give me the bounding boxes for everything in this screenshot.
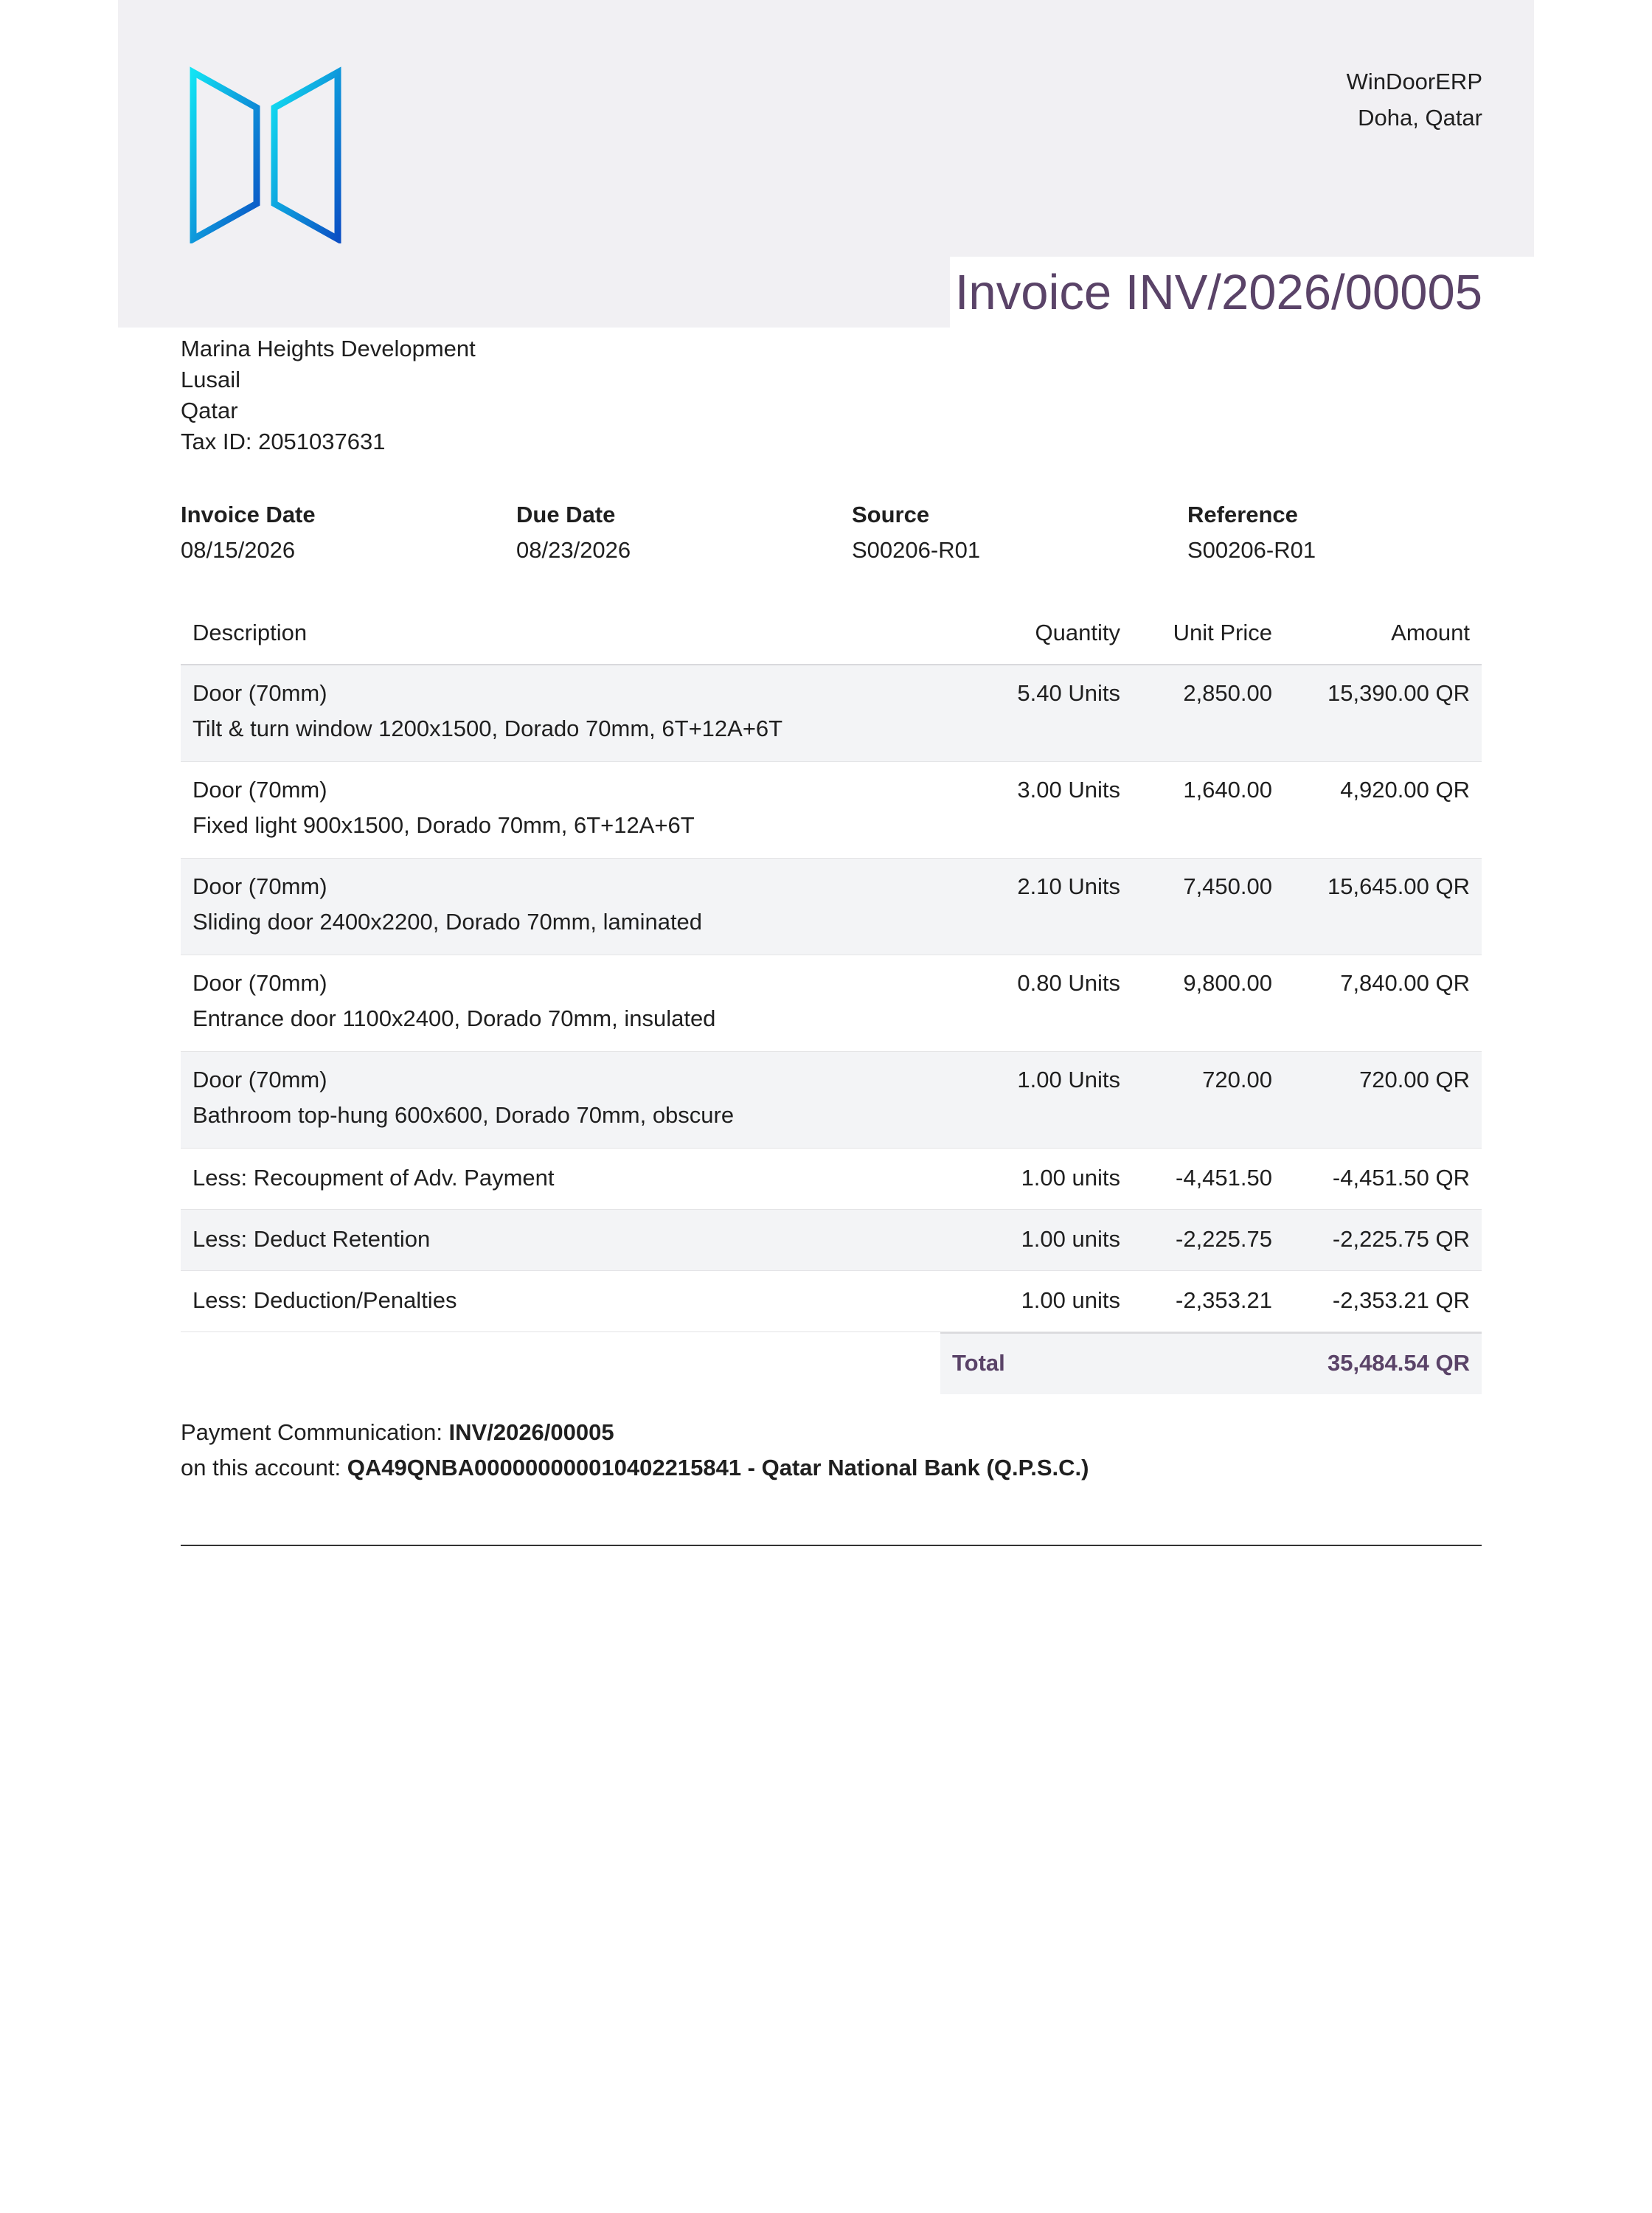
customer-country: Qatar [181,398,238,423]
deduction-quantity: 1.00 units [1021,1226,1120,1252]
window-frame-logo-icon [189,66,342,243]
line-unit-price: 720.00 [1202,1067,1272,1092]
header-amount: Amount [1391,620,1470,645]
due-date-value: 08/23/2026 [516,537,631,563]
payment-communication-value: INV/2026/00005 [448,1419,614,1445]
table-row [181,1052,1482,1149]
total-row [181,1332,1482,1394]
line-product: Door (70mm) [192,1067,327,1092]
line-unit-price: 9,800.00 [1183,970,1272,996]
customer-city: Lusail [181,367,240,392]
line-detail: Bathroom top-hung 600x600, Dorado 70mm, obscure [192,1102,735,1128]
header-unit-price: Unit Price [1173,620,1272,645]
line-unit-price: 7,450.00 [1183,873,1272,899]
table-row [181,859,1482,955]
deduction-quantity: 1.00 units [1021,1287,1120,1313]
line-unit-price: 1,640.00 [1183,777,1272,803]
line-product: Door (70mm) [192,777,327,803]
line-amount: 15,645.00 QR [1327,873,1470,899]
invoice-date-value: 08/15/2026 [181,537,296,563]
deduction-description: Less: Deduction/Penalties [192,1287,457,1313]
customer-address [181,333,476,457]
source-label: Source [852,502,930,527]
payment-account-label: on this account: [181,1455,347,1480]
source-value: S00206-R01 [852,537,981,563]
company-name: WinDoorERP [1346,69,1482,94]
reference-label: Reference [1187,502,1298,527]
footer-divider [181,1545,1482,1546]
table-header [181,606,1482,665]
payment-communication-label: Payment Communication: [181,1419,449,1445]
payment-account-value: QA49QNBA000000000010402215841 - Qatar National Bank (Q.P.S.C.) [347,1455,1089,1480]
line-quantity: 1.00 Units [1017,1067,1120,1092]
company-city: Doha, Qatar [1358,105,1482,131]
header-band-curve [847,257,943,328]
line-quantity: 3.00 Units [1017,777,1120,803]
line-amount: 4,920.00 QR [1340,777,1470,803]
due-date-label: Due Date [516,502,616,527]
deduction-description: Less: Deduct Retention [192,1226,431,1252]
table-row [181,665,1482,762]
total-box [940,1332,1482,1394]
header-description: Description [192,620,308,645]
line-product: Door (70mm) [192,680,327,706]
customer-name: Marina Heights Development [181,336,476,361]
line-unit-price: 2,850.00 [1183,680,1272,706]
line-detail: Entrance door 1100x2400, Dorado 70mm, insulated [192,1005,716,1031]
table-row [181,955,1482,1052]
deduction-row [181,1210,1482,1271]
payment-account [181,1450,1089,1486]
invoice-date-label: Invoice Date [181,502,316,527]
deduction-amount: -4,451.50 QR [1332,1165,1470,1191]
deduction-row [181,1149,1482,1210]
line-quantity: 5.40 Units [1017,680,1120,706]
line-quantity: 2.10 Units [1017,873,1120,899]
total-label: Total [952,1350,1005,1376]
payment-communication [181,1415,1089,1450]
invoice-info [181,497,1479,571]
deduction-quantity: 1.00 units [1021,1165,1120,1191]
deduction-unit-price: -4,451.50 [1176,1165,1272,1191]
invoice-date-block [181,497,316,568]
invoice-title: Invoice INV/2026/00005 [954,265,1482,320]
line-amount: 15,390.00 QR [1327,680,1470,706]
line-amount: 7,840.00 QR [1340,970,1470,996]
line-detail: Sliding door 2400x2200, Dorado 70mm, laminated [192,909,703,935]
deduction-unit-price: -2,225.75 [1176,1226,1272,1252]
line-quantity: 0.80 Units [1017,970,1120,996]
deduction-amount: -2,225.75 QR [1332,1226,1470,1252]
line-detail: Fixed light 900x1500, Dorado 70mm, 6T+12A+6T [192,812,695,838]
reference-block [1187,497,1316,568]
line-product: Door (70mm) [192,873,327,899]
due-date-block [516,497,631,568]
source-block [852,497,980,568]
deduction-unit-price: -2,353.21 [1176,1287,1272,1313]
customer-tax-id: Tax ID: 2051037631 [181,429,386,454]
company-address [1347,63,1482,136]
deduction-amount: -2,353.21 QR [1332,1287,1470,1313]
total-value: 35,484.54 QR [1327,1350,1470,1376]
line-product: Door (70mm) [192,970,327,996]
table-row [181,762,1482,859]
deduction-description: Less: Recoupment of Adv. Payment [192,1165,555,1191]
header-quantity: Quantity [1035,620,1120,645]
invoice-lines-table [181,606,1482,1394]
line-detail: Tilt & turn window 1200x1500, Dorado 70mm, 6T+12A+6T [192,716,783,741]
reference-value: S00206-R01 [1187,537,1316,563]
deduction-row [181,1271,1482,1332]
line-amount: 720.00 QR [1359,1067,1470,1092]
payment-info [181,1415,1089,1486]
